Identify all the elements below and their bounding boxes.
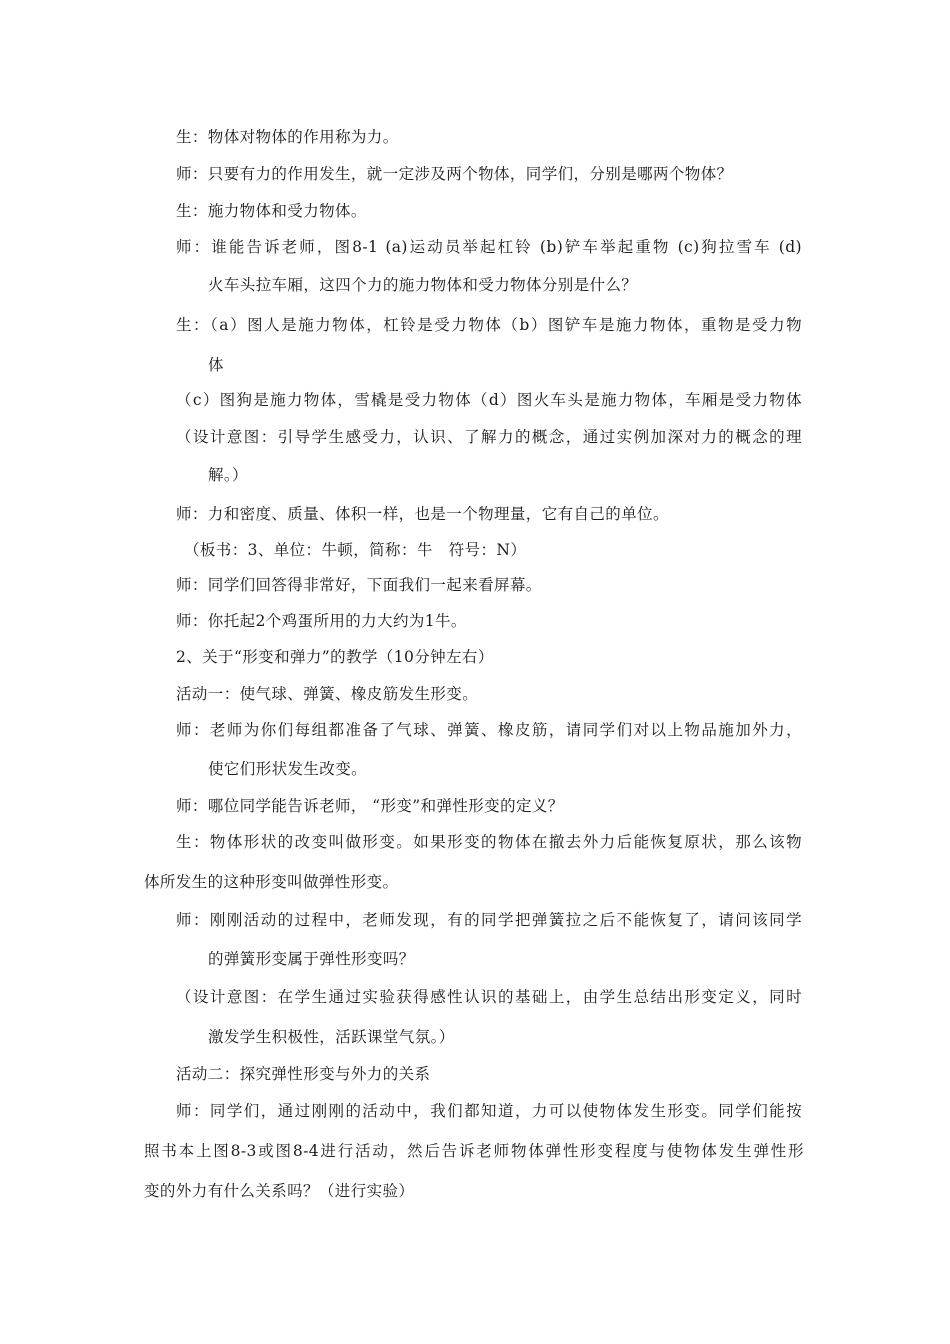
paragraph-line: 火车头拉车厢，这四个力的施力物体和受力物体分别是什么？ (208, 276, 638, 294)
paragraph-line: 师：同学们，通过刚刚的活动中，我们都知道，力可以使物体发生形变。同学们能按 (176, 1102, 802, 1120)
design-intent-line: 激发学生积极性，活跃课堂气氛。） (208, 1028, 455, 1046)
paragraph-line: 使它们形状发生改变。 (208, 760, 368, 778)
design-intent-line: （设计意图：在学生通过实验获得感性认识的基础上，由学生总结出形变定义，同时 (176, 988, 802, 1006)
paragraph-line: 师：刚刚活动的过程中，老师发现，有的同学把弹簧拉之后不能恢复了，请问该同学 (176, 911, 802, 929)
design-intent-line: （设计意图：引导学生感受力，认识、了解力的概念，通过实例加深对力的概念的理 (176, 428, 802, 446)
paragraph-line: （c）图狗是施力物体，雪橇是受力物体（d）图火车头是施力物体，车厢是受力物体 (176, 391, 802, 409)
section-heading: 2、关于“形变和弹力”的教学（10分钟左右） (176, 648, 494, 666)
activity-heading: 活动二：探究弹性形变与外力的关系 (176, 1065, 431, 1083)
paragraph-line: 体 (208, 356, 224, 374)
paragraph-line: 师：只要有力的作用发生，就一定涉及两个物体，同学们，分别是哪两个物体？ (176, 165, 733, 183)
paragraph-line: 生：物体形状的改变叫做形变。如果形变的物体在撤去外力后能恢复原状，那么该物 (176, 833, 802, 851)
paragraph-line: 生：（a）图人是施力物体，杠铃是受力物体（b）图铲车是施力物体，重物是受力物 (176, 316, 802, 334)
paragraph-line: 师：老师为你们每组都准备了气球、弹簧、橡皮筋，请同学们对以上物品施加外力， (176, 721, 802, 739)
paragraph-line: 师：你托起2个鸡蛋所用的力大约为1牛。 (176, 612, 467, 630)
paragraph-line: 的弹簧形变属于弹性形变吗？ (208, 950, 415, 968)
paragraph-line: 生：施力物体和受力物体。 (176, 202, 367, 220)
paragraph-line: 生：物体对物体的作用称为力。 (176, 128, 399, 146)
paragraph-line: 师：力和密度、质量、体积一样，也是一个物理量，它有自己的单位。 (176, 505, 669, 523)
activity-heading: 活动一：使气球、弹簧、橡皮筋发生形变。 (176, 685, 479, 703)
paragraph-line: 变的外力有什么关系吗？（进行实验） (144, 1182, 415, 1200)
paragraph-line: 照书本上图8-3或图8-4进行活动，然后告诉老师物体弹性形变程度与使物体发生弹性形 (144, 1142, 804, 1160)
blackboard-note: （板书：3、单位：牛顿，简称：牛 符号：N） (184, 541, 527, 559)
paragraph-line: 师：谁能告诉老师，图8-1 (a)运动员举起杠铃 (b)铲车举起重物 (c)狗拉雪车 (d) (176, 238, 802, 256)
paragraph-line: 师：同学们回答得非常好，下面我们一起来看屏幕。 (176, 576, 542, 594)
paragraph-line: 体所发生的这种形变叫做弹性形变。 (144, 873, 399, 891)
paragraph-line: 师：哪位同学能告诉老师， “形变”和弹性形变的定义？ (176, 797, 564, 815)
design-intent-line: 解。） (208, 466, 248, 484)
